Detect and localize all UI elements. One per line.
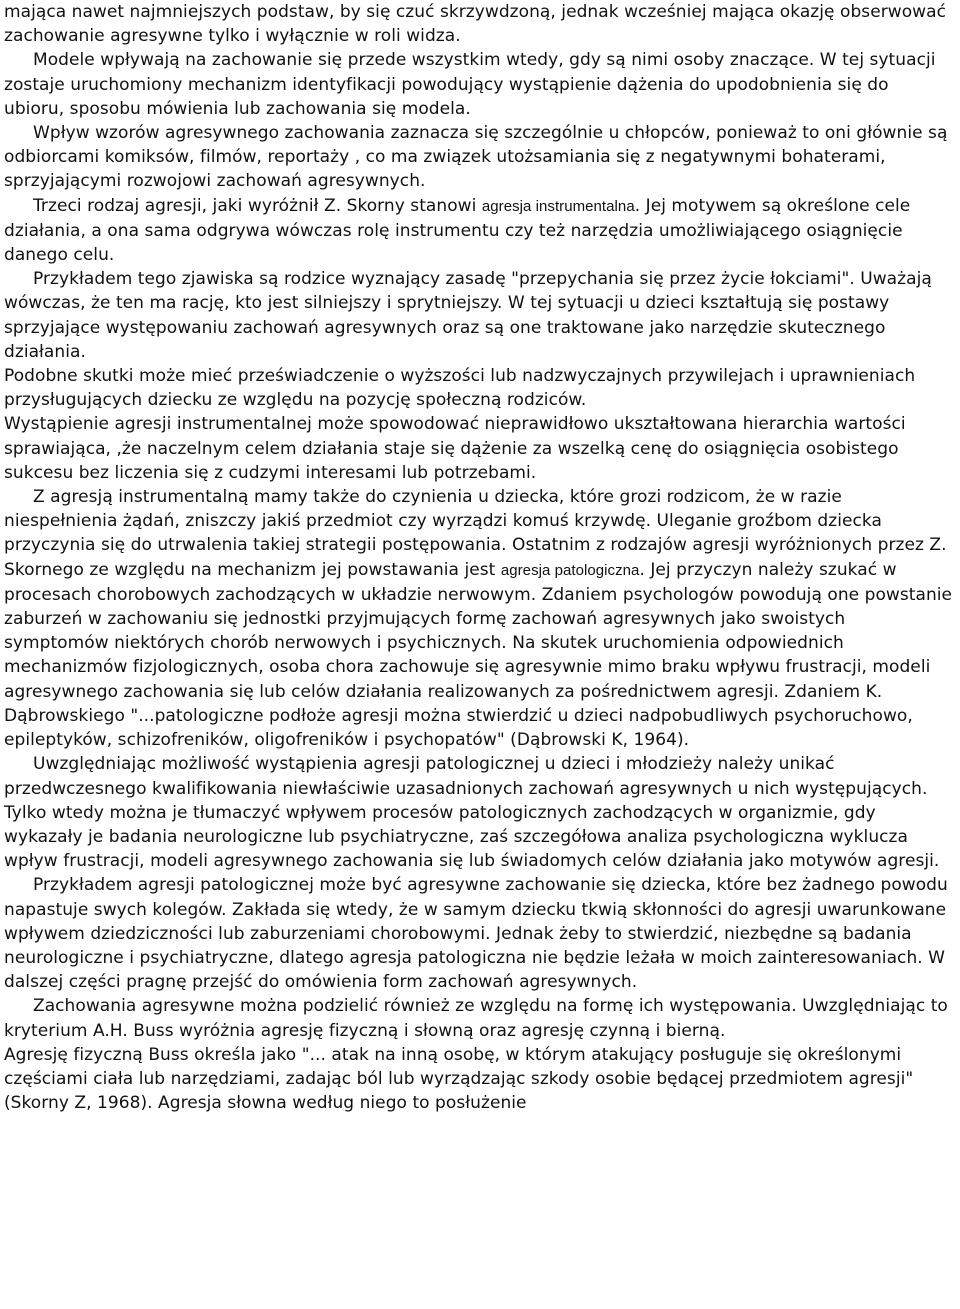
paragraph	[4, 752, 954, 873]
paragraph-text: Przykładem tego zjawiska są rodzice wyznający zasadę "przepychania się przez życie łokciami". Uważają wówczas, że ten ma rację, kto jest silniejszy i sprytniejszy. W tej sytuacji u dzieci kształtują się postawy sprzyjające występowaniu zachowań agresywnych oraz są one traktowane jako narzędzie skutecznego działania.	[4, 269, 932, 362]
paragraph-text: Wystąpienie agresji instrumentalnej może spowodować nieprawidłowo ukształtowana hierarchia wartości sprawiająca, ,że naczelnym celem działania staje się dążenie za wszelką cenę do osiągnięcia osobistego sukcesu bez liczenia się z cudzymi interesami lub potrzebami.	[4, 414, 906, 483]
paragraph	[4, 994, 954, 1042]
paragraph-text: Z agresją instrumentalną mamy także do czynienia u dziecka, które grozi rodzicom, że w razie niespełnienia żądań, zniszczy jakiś przedmiot czy wyrządzi komuś krzywdę. Uleganie groźbom dziecka przyczynia się do utrwalenia takiej strategii postępowania. Ostatnim z rodzajów agresji wyróżnionych przez Z. Skornego ze względu na mechanizm jej powstawania jest	[4, 487, 947, 580]
paragraph	[4, 412, 954, 485]
paragraph-text: Wpływ wzorów agresywnego zachowania zaznacza się szczególnie u chłopców, ponieważ to oni głównie są odbiorcami komiksów, filmów, reportaży , co ma związek utożsamiania się z negatywnymi bohaterami, sprzyjającymi rozwojowi zachowań agresywnych.	[4, 123, 948, 192]
term-highlight: agresja instrumentalna	[481, 197, 635, 215]
paragraph	[4, 873, 954, 994]
paragraph-text: Przykładem agresji patologicznej może być agresywne zachowanie się dziecka, które bez żadnego powodu napastuje swych kolegów. Zakłada się wtedy, że w samym dziecku tkwią skłonności do agresji uwarunkowane wpływem dziedziczności lub zaburzeniami chorobowymi. Jednak żeby to stwierdzić, niezbędne są badania neurologiczne i psychiatryczne, dlatego agresja patologiczna nie będzie leżała w moich zainteresowaniach. W dalszej części pragnę przejść do omówienia form zachowań agresywnych.	[4, 875, 948, 993]
paragraph-text: Modele wpływają na zachowanie się przede wszystkim wtedy, gdy są nimi osoby znaczące. W tej sytuacji zostaje uruchomiony mechanizm identyfikacji powodujący wystąpienie dążenia do upodobnienia się do ubioru, sposobu mówienia lub zachowania się modela.	[4, 50, 936, 119]
term-highlight: agresja patologiczna	[500, 561, 640, 579]
paragraph-text: . Jej motywem są określone cele działania, a ona sama odgrywa wówczas rolę instrumentu czy też narzędzia umożliwiającego osiągnięcie danego celu.	[4, 195, 911, 266]
paragraph-text: Agresję fizyczną Buss określa jako "... atak na inną osobę, w którym atakujący posługuje się określonymi częściami ciała lub narzędziami, zadając ból lub wyrządzając szkody osobie będącej przedmiotem agresji" (Skorny Z, 1968). Agresja słowna według niego to posłużenie	[4, 1044, 914, 1114]
paragraph-text: . Jej przyczyn należy szukać w procesach chorobowych zachodzących w układzie nerwowym. Zdaniem psychologów powodują one powstanie zaburzeń w zachowaniu się jednostki przyjmujących formę zachowań agresywnych jako swoistych symptomów niektórych chorób nerwowych i psychicznych. Na skutek uruchomienia odpowiednich mechanizmów fizjologicznych, osoba chora zachowuje się agresywnie mimo braku wpływu frustracji, modeli agresywnego zachowania się lub celów działania realizowanych za pośrednictwem agresji. Zdaniem K. Dąbrowskiego "...patologiczne podłoże agresji można stwierdzić u dzieci nadpobudliwych psychoruchowo, epileptyków, schizofreników, oligofreników i psychopatów" (Dąbrowski K, 1964).	[4, 559, 953, 751]
paragraph	[4, 364, 954, 412]
paragraph	[4, 48, 954, 121]
paragraph	[4, 194, 954, 268]
paragraph	[4, 121, 954, 194]
paragraph	[4, 485, 954, 752]
paragraph-text: Trzeci rodzaj agresji, jaki wyróżnił Z. Skorny stanowi	[33, 195, 482, 216]
paragraph-text: Zachowania agresywne można podzielić również ze względu na formę ich występowania. Uwzględniając to kryterium A.H. Buss wyróżnia agresję fizyczną i słowną oraz agresję czynną i bierną.	[4, 996, 948, 1041]
paragraph-text: mająca nawet najmniejszych podstaw, by się czuć skrzywdzoną, jednak wcześniej mająca okazję obserwować zachowanie agresywne tylko i wyłącznie w roli widza.	[4, 2, 946, 47]
paragraph	[4, 267, 954, 364]
paragraph	[4, 1043, 954, 1116]
paragraph	[4, 0, 954, 48]
paragraph-text: Uwzględniając możliwość wystąpienia agresji patologicznej u dzieci i młodzieży należy unikać przedwczesnego kwalifikowania niewłaściwie uzasadnionych zachowań agresywnych u nich występujących. Tylko wtedy można je tłumaczyć wpływem procesów patologicznych zachodzących w organizmie, gdy wykazały je badania neurologiczne lub psychiatryczne, zaś szczegółowa analiza psychologiczna wyklucza wpływ frustracji, modeli agresywnego zachowania się lub świadomych celów działania jako motywów agresji.	[4, 754, 940, 872]
paragraph-text: Podobne skutki może mieć przeświadczenie o wyższości lub nadzwyczajnych przywilejach i uprawnieniach przysługujących dziecku ze względu na pozycję społeczną rodziców.	[4, 366, 916, 411]
document-page	[4, 0, 954, 1115]
